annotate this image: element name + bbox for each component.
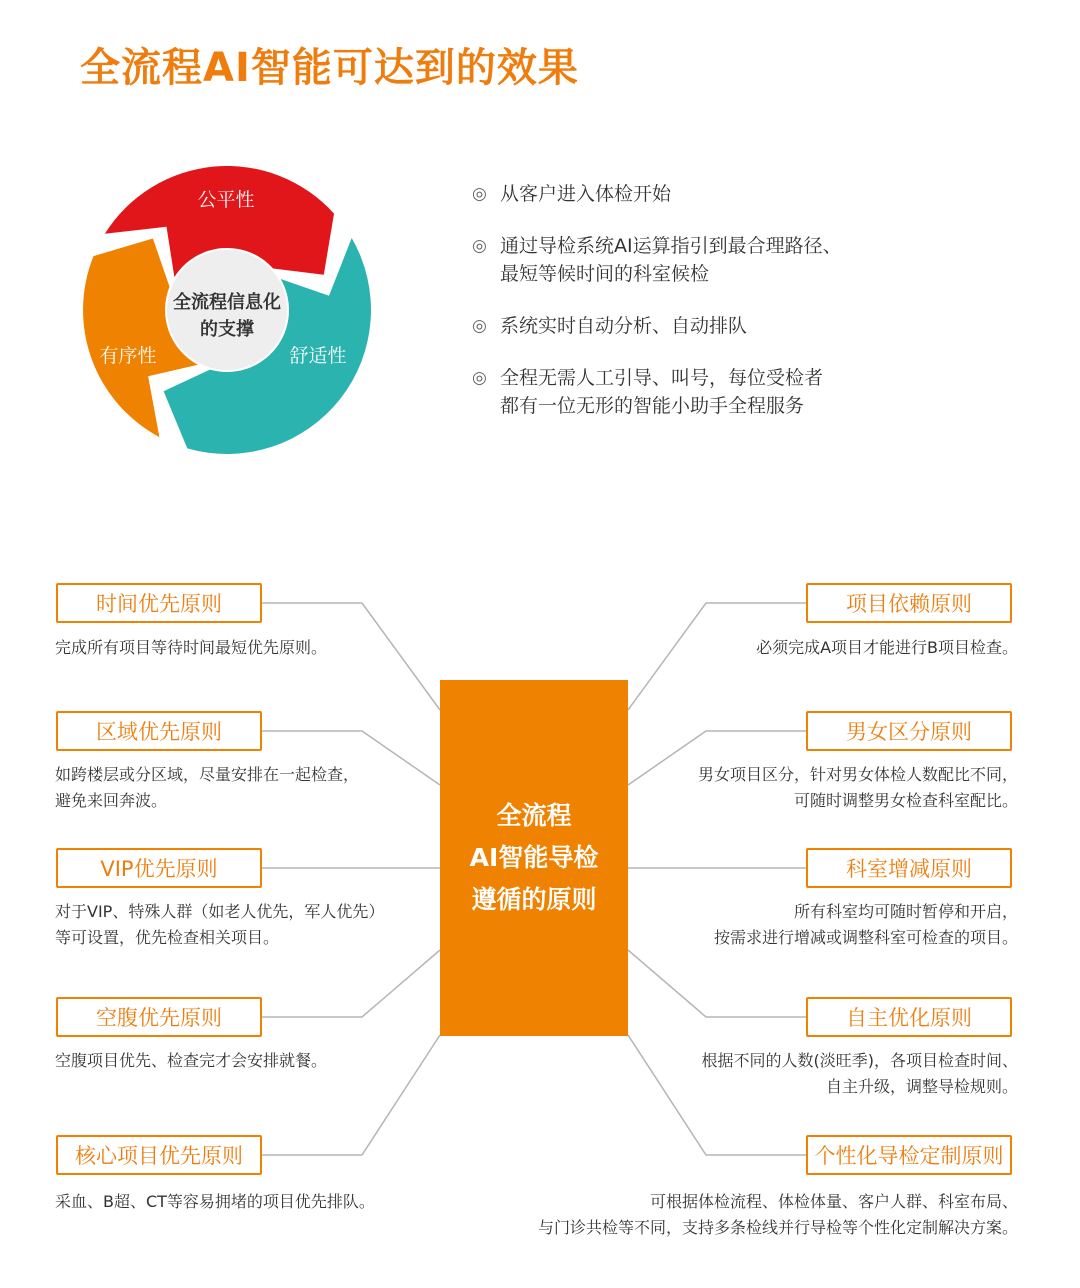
principle-core-priority: 核心项目优先原则	[56, 1135, 262, 1175]
principle-area-priority: 区域优先原则	[56, 711, 262, 751]
principle-room-adjust-desc: 所有科室均可随时暂停和开启， 按需求进行增减或调整科室可检查的项目。	[713, 902, 1018, 947]
principle-custom-guidance: 个性化导检定制原则	[806, 1135, 1012, 1175]
principle-fasting-priority-desc: 空腹项目优先、检查完才会安排就餐。	[55, 1051, 328, 1070]
page-title: 全流程AI智能可达到的效果	[80, 45, 579, 91]
cycle-label-fairness: 公平性	[197, 189, 255, 211]
cycle-label-comfort: 舒适性	[289, 345, 347, 367]
bullet-text: 通过导检系统AI运算指引到最合理路径、 最短等候时间的科室候检	[500, 235, 842, 285]
principle-area-priority-desc: 如跨楼层或分区域，尽量安排在一起检查， 避免来回奔波。	[55, 765, 360, 810]
bullet-text: 全程无需人工引导、叫号，每位受检者 都有一位无形的智能小助手全程服务	[500, 367, 824, 417]
principle-room-adjust: 科室增减原则	[806, 848, 1012, 888]
principle-time-priority: 时间优先原则	[56, 583, 262, 623]
circle-bullet-icon: ◎	[472, 368, 487, 388]
principle-vip-priority-desc: 对于VIP、特殊人群（如老人优先，军人优先） 等可设置，优先检查相关项目。	[55, 902, 385, 947]
connector-fasting	[262, 950, 440, 1017]
connector-autonomous	[628, 950, 806, 1017]
principle-autonomous-optimize: 自主优化原则	[806, 997, 1012, 1037]
principle-fasting-priority: 空腹优先原则	[56, 997, 262, 1037]
principle-time-priority-desc: 完成所有项目等待时间最短优先原则。	[55, 638, 328, 657]
principle-autonomous-optimize-desc: 根据不同的人数(淡旺季)，各项目检查时间、 自主升级，调整导检规则。	[701, 1051, 1018, 1096]
circle-bullet-icon: ◎	[472, 236, 487, 256]
cycle-center-line-2: 的支撑	[200, 319, 254, 340]
bullet-text: 从客户进入体检开始	[500, 183, 672, 205]
principle-custom-guidance-desc: 可根据体检流程、体检体量、客户人群、科室布局、 与门诊共检等不同，支持多条检线并行导检等个性化定制解决方案。	[537, 1192, 1018, 1237]
principle-dependency: 项目依赖原则	[806, 583, 1012, 623]
circle-bullet-icon: ◎	[472, 184, 487, 204]
principle-vip-priority: VIP优先原则	[56, 848, 262, 888]
cycle-center-line-1: 全流程信息化	[173, 292, 281, 313]
cycle-label-order: 有序性	[99, 345, 157, 367]
circle-bullet-icon: ◎	[472, 316, 487, 336]
principle-dependency-desc: 必须完成A项目才能进行B项目检查。	[756, 638, 1018, 657]
principle-core-priority-desc: 采血、B超、CT等容易拥堵的项目优先排队。	[55, 1192, 375, 1211]
principle-gender-split: 男女区分原则	[806, 711, 1012, 751]
principle-gender-split-desc: 男女项目区分，针对男女体检人数配比不同， 可随时调整男女检查科室配比。	[697, 765, 1018, 810]
bullet-text: 系统实时自动分析、自动排队	[500, 315, 748, 337]
center-principle-box: 全流程 AI智能导检 遵循的原则	[440, 680, 628, 1036]
